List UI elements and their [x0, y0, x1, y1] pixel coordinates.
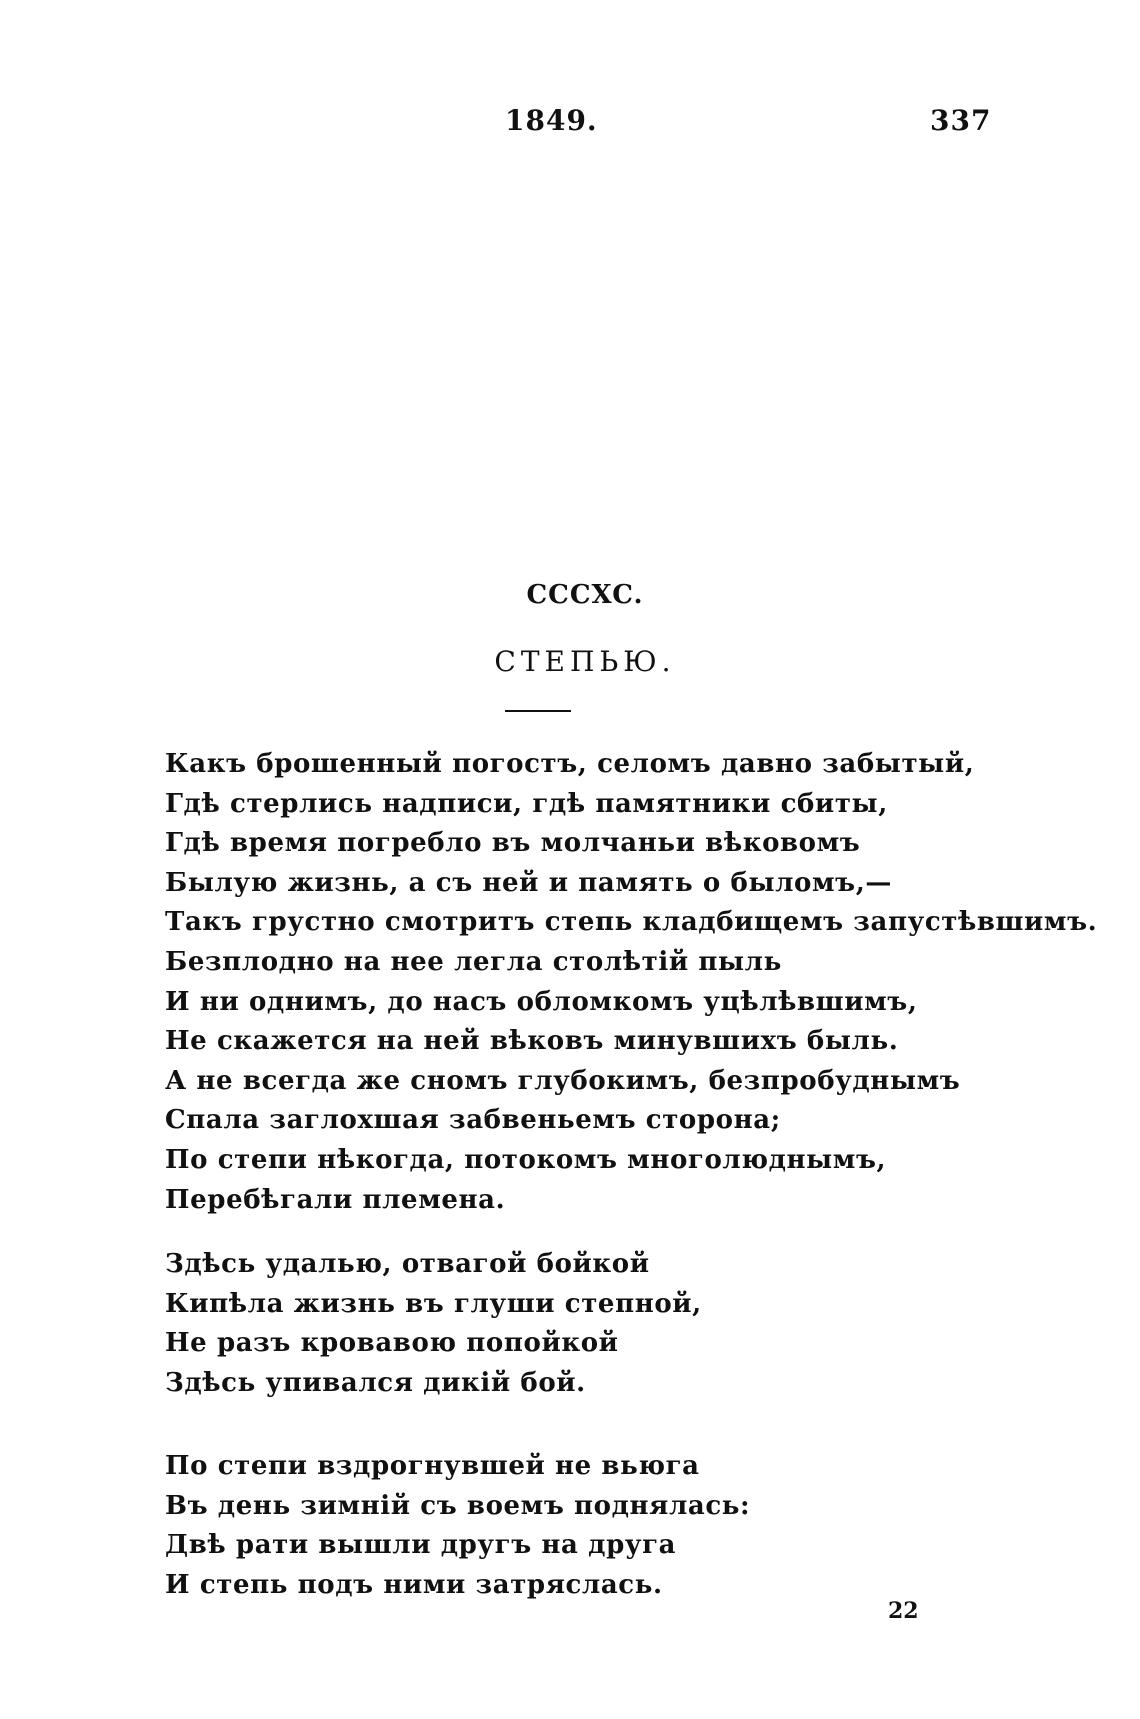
verse-line: Не разъ кровавою попойкой: [165, 1328, 619, 1359]
verse-line: Не скажется на ней вѣковъ минувшихъ быль.: [165, 1026, 899, 1057]
verse-line: Здѣсь удалью, отвагой бойкой: [165, 1249, 650, 1279]
verse-line: Какъ брошенный погостъ, селомъ давно забытый,: [165, 749, 975, 779]
signature-mark: 22: [888, 1598, 919, 1624]
verse-line: Гдѣ время погребло въ молчаньи вѣковомъ: [165, 828, 861, 859]
title-rule: [505, 710, 571, 712]
verse-line: А не всегда же сномъ глубокимъ, безпробуднымъ: [165, 1065, 961, 1096]
verse-line: Перебѣгали племена.: [165, 1184, 506, 1215]
page-number: 337: [930, 104, 992, 137]
stanza-2: [165, 1245, 702, 1403]
verse-line: По степи вздрогнувшей не вьюга: [165, 1451, 700, 1481]
verse-line: Двѣ рати вышли другъ на друга: [165, 1530, 677, 1561]
verse-line: И ни однимъ, до насъ обломкомъ уцѣлѣвшимъ,: [165, 986, 918, 1017]
poem-title: СТЕПЬЮ.: [494, 645, 676, 678]
running-head-year: 1849.: [505, 104, 598, 137]
verse-line: По степи нѣкогда, потокомъ многолюднымъ,: [165, 1144, 887, 1175]
verse-line: Такъ грустно смотритъ степь кладбищемъ запустѣвшимъ.: [165, 907, 1098, 938]
running-head: [0, 104, 1140, 144]
verse-line: Былую жизнь, а съ ней и память о быломъ,—: [165, 867, 892, 898]
verse-line: Кипѣла жизнь въ глуши степной,: [165, 1288, 702, 1319]
verse-line: Спала заглохшая забвеньемъ сторона;: [165, 1105, 781, 1136]
poem-number: CCCXC.: [526, 580, 644, 610]
verse-line: И степь подъ ними затряслась.: [165, 1569, 663, 1600]
verse-line: Здѣсь упивался дикій бой.: [165, 1367, 586, 1398]
stanza-1: [165, 745, 1097, 1220]
stanza-3: [165, 1447, 750, 1605]
verse-line: Гдѣ стерлись надписи, гдѣ памятники сбиты,: [165, 788, 888, 819]
verse-line: Безплодно на нее легла столѣтій пыль: [165, 946, 782, 977]
verse-line: Въ день зимній съ воемъ поднялась:: [165, 1490, 751, 1521]
